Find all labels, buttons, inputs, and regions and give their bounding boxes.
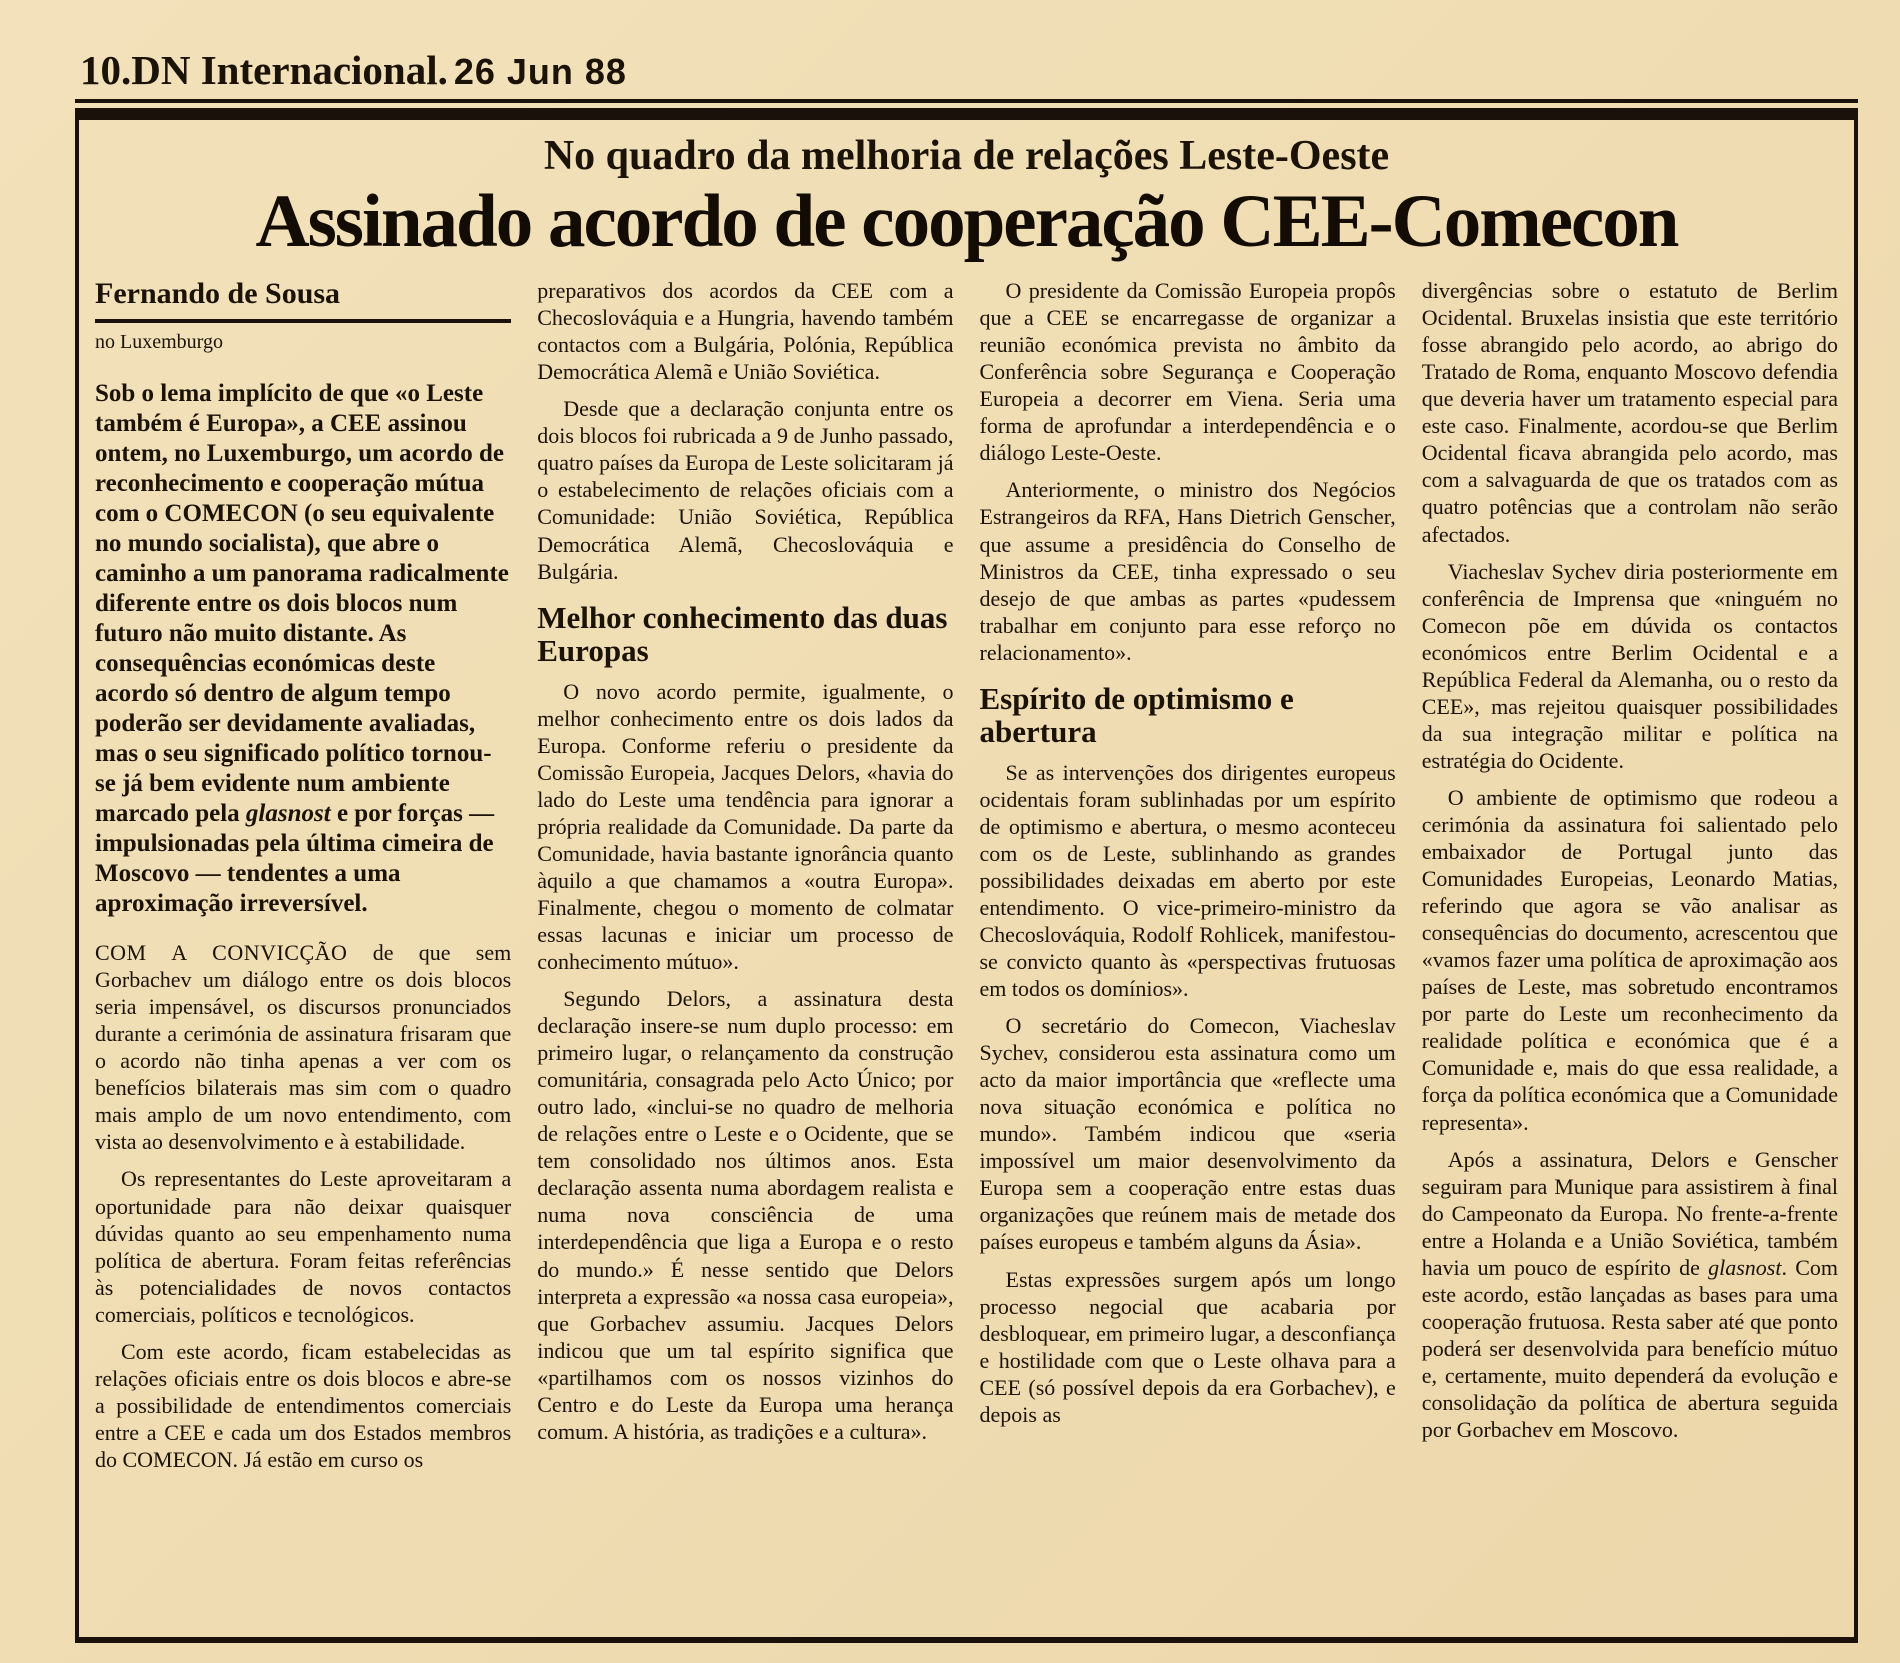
paragraph-final: [1422, 1146, 1838, 1444]
dateline: no Luxemburgo: [95, 331, 223, 354]
paragraph: divergências sobre o estatuto de Berlim Ocidental. Bruxelas insistia que este território fosse abrangido pelo acordo, ao abrigo do Tratado de Roma, enquanto Moscovo defendia que deveria haver um tratamento especial para este caso. Finalmente, acordou-se que Berlim Ocidental ficava abrangida pelo acordo, mas com a salvaguarda de que os tratados com as quatro potências que a controlam não serão afectados.: [1421, 278, 1838, 547]
edition-date: 26 Jun 88: [453, 51, 627, 92]
paragraph-text-2: . Com este acordo, estão lançadas as bases para uma cooperação frutuosa. Resta saber até que ponto poderá ser desenvolvida para benefício mútuo e, certamente, muito dependerá da evolução e consolidação da política de abertura seguida por Gorbachev em Moscovo.: [1421, 1254, 1838, 1443]
page-number: 10.: [80, 47, 132, 93]
column-1: [95, 277, 511, 1483]
paragraph: O secretário do Comecon, Viacheslav Sychev, considerou esta assinatura como um acto da maior importância que «reflecte uma nova situação económica e política no mundo». Também indicou que «seria impossível um maior desenvolvimento da Europa sem a cooperação entre estas duas organizações que reúnem mais de metade dos países europeus e também alguns da Ásia».: [979, 1013, 1396, 1255]
paragraph: Desde que a declaração conjunta entre os dois blocos foi rubricada a 9 de Junho passado, quatro países da Europa de Leste solicitaram já o estabelecimento de relações oficiais com a Comunidade: União Soviética, República Democrática Alemã, Checoslováquia e Bulgária.: [537, 396, 954, 584]
column-2: [537, 277, 953, 1483]
lead-paragraph: [95, 379, 511, 919]
section-title: DN Internacional.: [131, 47, 448, 93]
lead-in-caps: COM A CONVICÇÃO: [95, 940, 348, 966]
article-frame: [75, 120, 1858, 1643]
article-columns: [95, 277, 1838, 1483]
lead-text-1: Sob o lema implícito de que «o Leste também é Europa», a CEE assinou ontem, no Luxemburgo, um acordo de reconhecimento e cooperação mútua com o COMECON (o seu equivalente no mundo socialista), que abre o caminho a um panorama radicalmente diferente entre os dois blocos num futuro não muito distante. As consequências económicas deste acordo só dentro de algum tempo poderão ser devidamente avaliadas, mas o seu significado político tornou-se já bem evidente num ambiente marcado pela: [95, 380, 509, 828]
paragraph: Os representantes do Leste aproveitaram a oportunidade para não deixar quaisquer dúvidas quanto ao seu empenhamento numa política de abertura. Foram feitas referências às potencialidades de novos contactos comerciais, políticos e tecnológicos.: [95, 1166, 512, 1327]
paragraph: Com este acordo, ficam estabelecidas as relações oficiais entre os dois blocos e abre-se a possibilidade de entendimentos comerciais entre a CEE e cada um dos Estados membros do COMECON. Já estão em curso os: [95, 1338, 512, 1472]
paragraph: Viacheslav Sychev diria posteriormente em conferência de Imprensa que «ninguém no Comecon põe em dúvida os contactos económicos entre Berlim Ocidental e a República Federal da Alemanha, ou o resto da CEE», mas rejeitou quaisquer possibilidades da sua integração militar e política na estratégia do Ocidente.: [1421, 558, 1838, 773]
byline-block: [95, 277, 511, 353]
paragraph: Anteriormente, o ministro dos Negócios Estrangeiros da RFA, Hans Dietrich Genscher, que assume a presidência do Conselho de Ministros da CEE, tinha expressado o seu desejo de que ambas as partes «pudessem trabalhar em conjunto para esse reforço no relacionamento».: [979, 477, 1396, 665]
paragraph: O novo acordo permite, igualmente, o melhor conhecimento entre os dois lados da Europa. Conforme referiu o presidente da Comissão Europeia, Jacques Delors, «havia do lado do Leste uma tendência para ignorar a própria realidade da Comunidade. Da parte da Comunidade, havia bastante ignorância quanto àquilo a que chamamos a «outra Europa». Finalmente, chegou o momento de colmatar essas lacunas e iniciar um processo de conhecimento mútuo».: [537, 678, 954, 975]
glasnost-italic: glasnost: [1708, 1254, 1782, 1280]
lead-text-2: e por forças — impulsionadas pela última cimeira de Moscovo — tendentes a uma aproximação irreversível.: [95, 800, 495, 918]
paragraph: O ambiente de optimismo que rodeou a cerimónia da assinatura foi salientado pelo embaixador de Portugal junto das Comunidades Europeias, Leonardo Matias, referindo que agora se vão analisar as consequências do documento, acrescentou que «vamos fazer uma política de aproximação aos países de Leste, mas sobretudo encontramos por parte do Leste um reconhecimento da realidade política e económica que é a Comunidade e, mais do que essa realidade, a força da política económica que a Comunidade representa».: [1421, 784, 1838, 1135]
kicker: No quadro da melhoria de relações Leste-Oeste: [543, 133, 1390, 179]
headline: Assinado acordo de cooperação CEE-Comecon: [255, 180, 1678, 264]
paragraph: O presidente da Comissão Europeia propôs que a CEE se encarregasse de organizar a reunião económica prevista no âmbito da Conferência sobre Segurança e Cooperação Europeia a decorrer em Viena. Seria uma forma de aprofundar a interdependência e o diálogo Leste-Oeste.: [979, 278, 1396, 466]
glasnost-italic: glasnost: [245, 800, 331, 828]
byline-rule: [95, 319, 511, 323]
paragraph-conviccao: [95, 939, 511, 1155]
paragraph-text: de que sem Gorbachev um diálogo entre os dois blocos seria impensável, os discursos pronunciados durante a cerimónia de assinatura frisaram que o acordo não tinha apenas a ver com os benefícios bilaterais mas sim com o quadro mais amplo de um novo entendimento, com vista ao desenvolvimento e à estabilidade.: [95, 940, 512, 1155]
column-3: [980, 277, 1396, 1483]
subhead-espirito-optimismo: Espírito de optimismo e abertura: [979, 680, 1294, 750]
masthead: [80, 46, 627, 94]
column-4: [1422, 277, 1838, 1483]
masthead-rule-thin: [75, 99, 1858, 103]
paragraph: Estas expressões surgem após um longo processo negocial que acabaria por desbloquear, em primeiro lugar, a desconfiança e hostilidade com que o Leste olhava para a CEE (só possível depois da era Gorbachev), e depois as: [979, 1266, 1396, 1427]
masthead-rule-thick: [75, 108, 1858, 120]
subhead-melhor-conhecimento: Melhor conhecimento das duas Europas: [537, 599, 948, 669]
byline-author: Fernando de Sousa: [95, 277, 341, 311]
paragraph: preparativos dos acordos da CEE com a Checoslováquia e a Hungria, havendo também contactos com a Bulgária, Polónia, República Democrática Alemã e União Soviética.: [537, 278, 954, 385]
paragraph: Se as intervenções dos dirigentes europeus ocidentais foram sublinhadas por um espírito de optimismo e abertura, o mesmo aconteceu com os de Leste, sublinhando as grandes possibilidades deixadas em aberto por este entendimento. O vice-primeiro-ministro da Checoslováquia, Rodolf Rohlicek, manifestou-se convicto quanto às «perspectivas frutuosas em todos os domínios».: [979, 759, 1396, 1002]
paragraph-text-1: Após a assinatura, Delors e Genscher seguiram para Munique para assistirem à final do Campeonato da Europa. No frente-a-frente entre a Holanda e a União Soviética, também havia um pouco de espírito de: [1421, 1146, 1838, 1280]
paragraph: Segundo Delors, a assinatura desta declaração insere-se num duplo processo: em primeiro lugar, o relançamento da construção comunitária, consagrada pelo Acto Único; por outro lado, «inclui-se no quadro de melhoria de relações entre o Leste e o Ocidente, que se tem consolidado nos últimos anos. Esta declaração assenta numa abordagem realista e numa nova consciência de uma interdependência que liga a Europa e o resto do mundo.» É nesse sentido que Delors interpreta a expressão «a nossa casa europeia», que Gorbachev assumiu. Jacques Delors indicou que um tal espírito significa que «partilhamos com os nossos vizinhos do Centro e do Leste da Europa uma herança comum. A história, as tradições e a cultura».: [537, 986, 954, 1444]
